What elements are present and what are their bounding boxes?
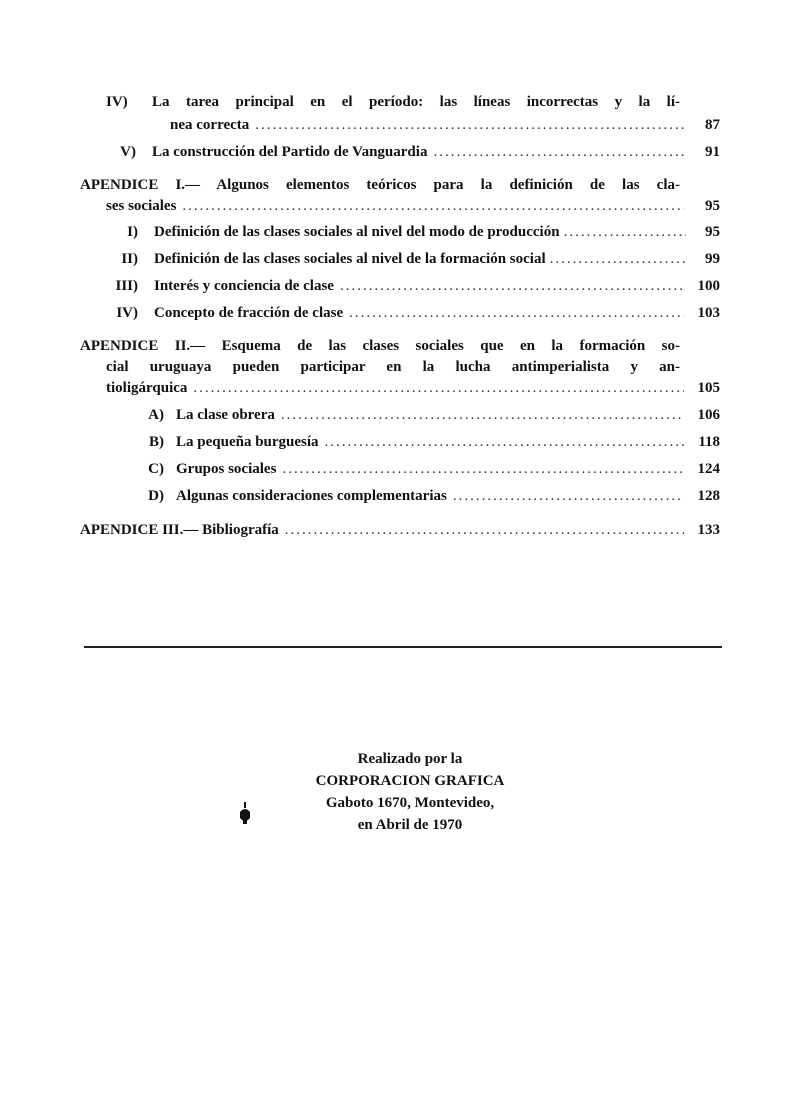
- toc-page-number: 103: [697, 305, 720, 321]
- leader-dots: [433, 142, 684, 162]
- leader-dots: [340, 276, 684, 296]
- toc-entry-number: V): [120, 144, 136, 160]
- toc-entry: [140, 432, 720, 452]
- toc-appendix-2-line3: [106, 378, 720, 398]
- colophon-address: Gaboto 1670, Montevideo,: [325, 795, 495, 811]
- leader-dots: [193, 378, 684, 398]
- printer-mark-icon: [238, 802, 252, 824]
- toc-entry-number: IV): [116, 305, 138, 321]
- toc-page-number: 95: [705, 224, 720, 240]
- toc-entry-label: tioligárquica: [106, 380, 188, 396]
- toc-entry-number: II): [121, 251, 138, 267]
- leader-dots: [349, 303, 684, 323]
- toc-page-number: 133: [697, 522, 720, 538]
- toc-entry-number: I): [127, 224, 138, 240]
- toc-entry-iv-text: La tarea principal en el período: las líneas incorrectas y la lí-: [152, 94, 680, 110]
- toc-page-number: 106: [697, 407, 720, 423]
- toc-entry-number: A): [148, 407, 164, 423]
- leader-dots: [255, 115, 684, 135]
- toc-entry: [140, 486, 720, 506]
- toc-entry-label: nea correcta: [170, 117, 250, 133]
- leader-dots: [282, 459, 684, 479]
- leader-dots: [281, 405, 684, 425]
- toc-entry: [100, 222, 720, 242]
- toc-appendix-2-line1: APENDICE II.— Esquema de las clases sociales que en la formación so-: [80, 338, 680, 354]
- toc-entry-number: D): [148, 488, 164, 504]
- toc-appendix-2-line2: cial uruguaya pueden participar en la lucha antimperialista y an-: [106, 359, 680, 375]
- toc-entry: [100, 249, 720, 269]
- toc-entry: [100, 303, 720, 323]
- toc-entry-label: Definición de las clases sociales al nivel de la formación social: [154, 251, 546, 267]
- toc-page-number: 91: [705, 144, 720, 160]
- leader-dots: [564, 222, 686, 242]
- colophon-publisher: CORPORACION GRAFICA: [315, 773, 505, 789]
- toc-page-number: 128: [697, 488, 720, 504]
- colophon-line: Realizado por la: [357, 751, 463, 767]
- toc-appendix-1-line1: APENDICE I.— Algunos elementos teóricos para la definición de las cla-: [80, 177, 680, 193]
- toc-entry-label: La construcción del Partido de Vanguardia: [152, 144, 428, 160]
- toc-entry-number: III): [115, 278, 138, 294]
- leader-dots: [325, 432, 684, 452]
- toc-page-number: 100: [697, 278, 720, 294]
- toc-entry-label: La clase obrera: [176, 407, 275, 423]
- toc-entry: [140, 405, 720, 425]
- leader-dots: [285, 520, 684, 540]
- toc-entry-label: Definición de las clases sociales al nivel del modo de producción: [154, 224, 560, 240]
- toc-entry-label: La pequeña burguesía: [176, 434, 319, 450]
- colophon-date: en Abril de 1970: [357, 817, 463, 833]
- toc-entry: [100, 276, 720, 296]
- toc-entry-number: IV): [106, 94, 128, 110]
- toc-entry-label: Algunas consideraciones complementarias: [176, 488, 447, 504]
- toc-entry-number: B): [149, 434, 164, 450]
- toc-page-number: 124: [697, 461, 720, 477]
- toc-entry: [140, 459, 720, 479]
- toc-entry-label: Grupos sociales: [176, 461, 277, 477]
- toc-entry-label: Interés y conciencia de clase: [154, 278, 334, 294]
- toc-entry-label: ses sociales: [106, 198, 177, 214]
- toc-appendix-1-line2: [106, 196, 720, 216]
- toc-page-number: 87: [705, 117, 720, 133]
- colophon: [290, 748, 530, 836]
- toc-entry-label: APENDICE III.— Bibliografía: [80, 522, 279, 538]
- divider-rule: [84, 646, 722, 648]
- toc-page-number: 105: [697, 380, 720, 396]
- toc-entry-v: [106, 142, 720, 162]
- toc-page-number: 99: [705, 251, 720, 267]
- toc-page-number: 118: [698, 434, 720, 450]
- toc-entry-number: C): [148, 461, 164, 477]
- toc-entry-label: Concepto de fracción de clase: [154, 305, 344, 321]
- leader-dots: [453, 486, 684, 506]
- leader-dots: [550, 249, 686, 269]
- toc-entry-iv-line2: [170, 115, 720, 135]
- toc-appendix-3: [80, 520, 720, 540]
- toc-page-number: 95: [705, 198, 720, 214]
- leader-dots: [182, 196, 684, 216]
